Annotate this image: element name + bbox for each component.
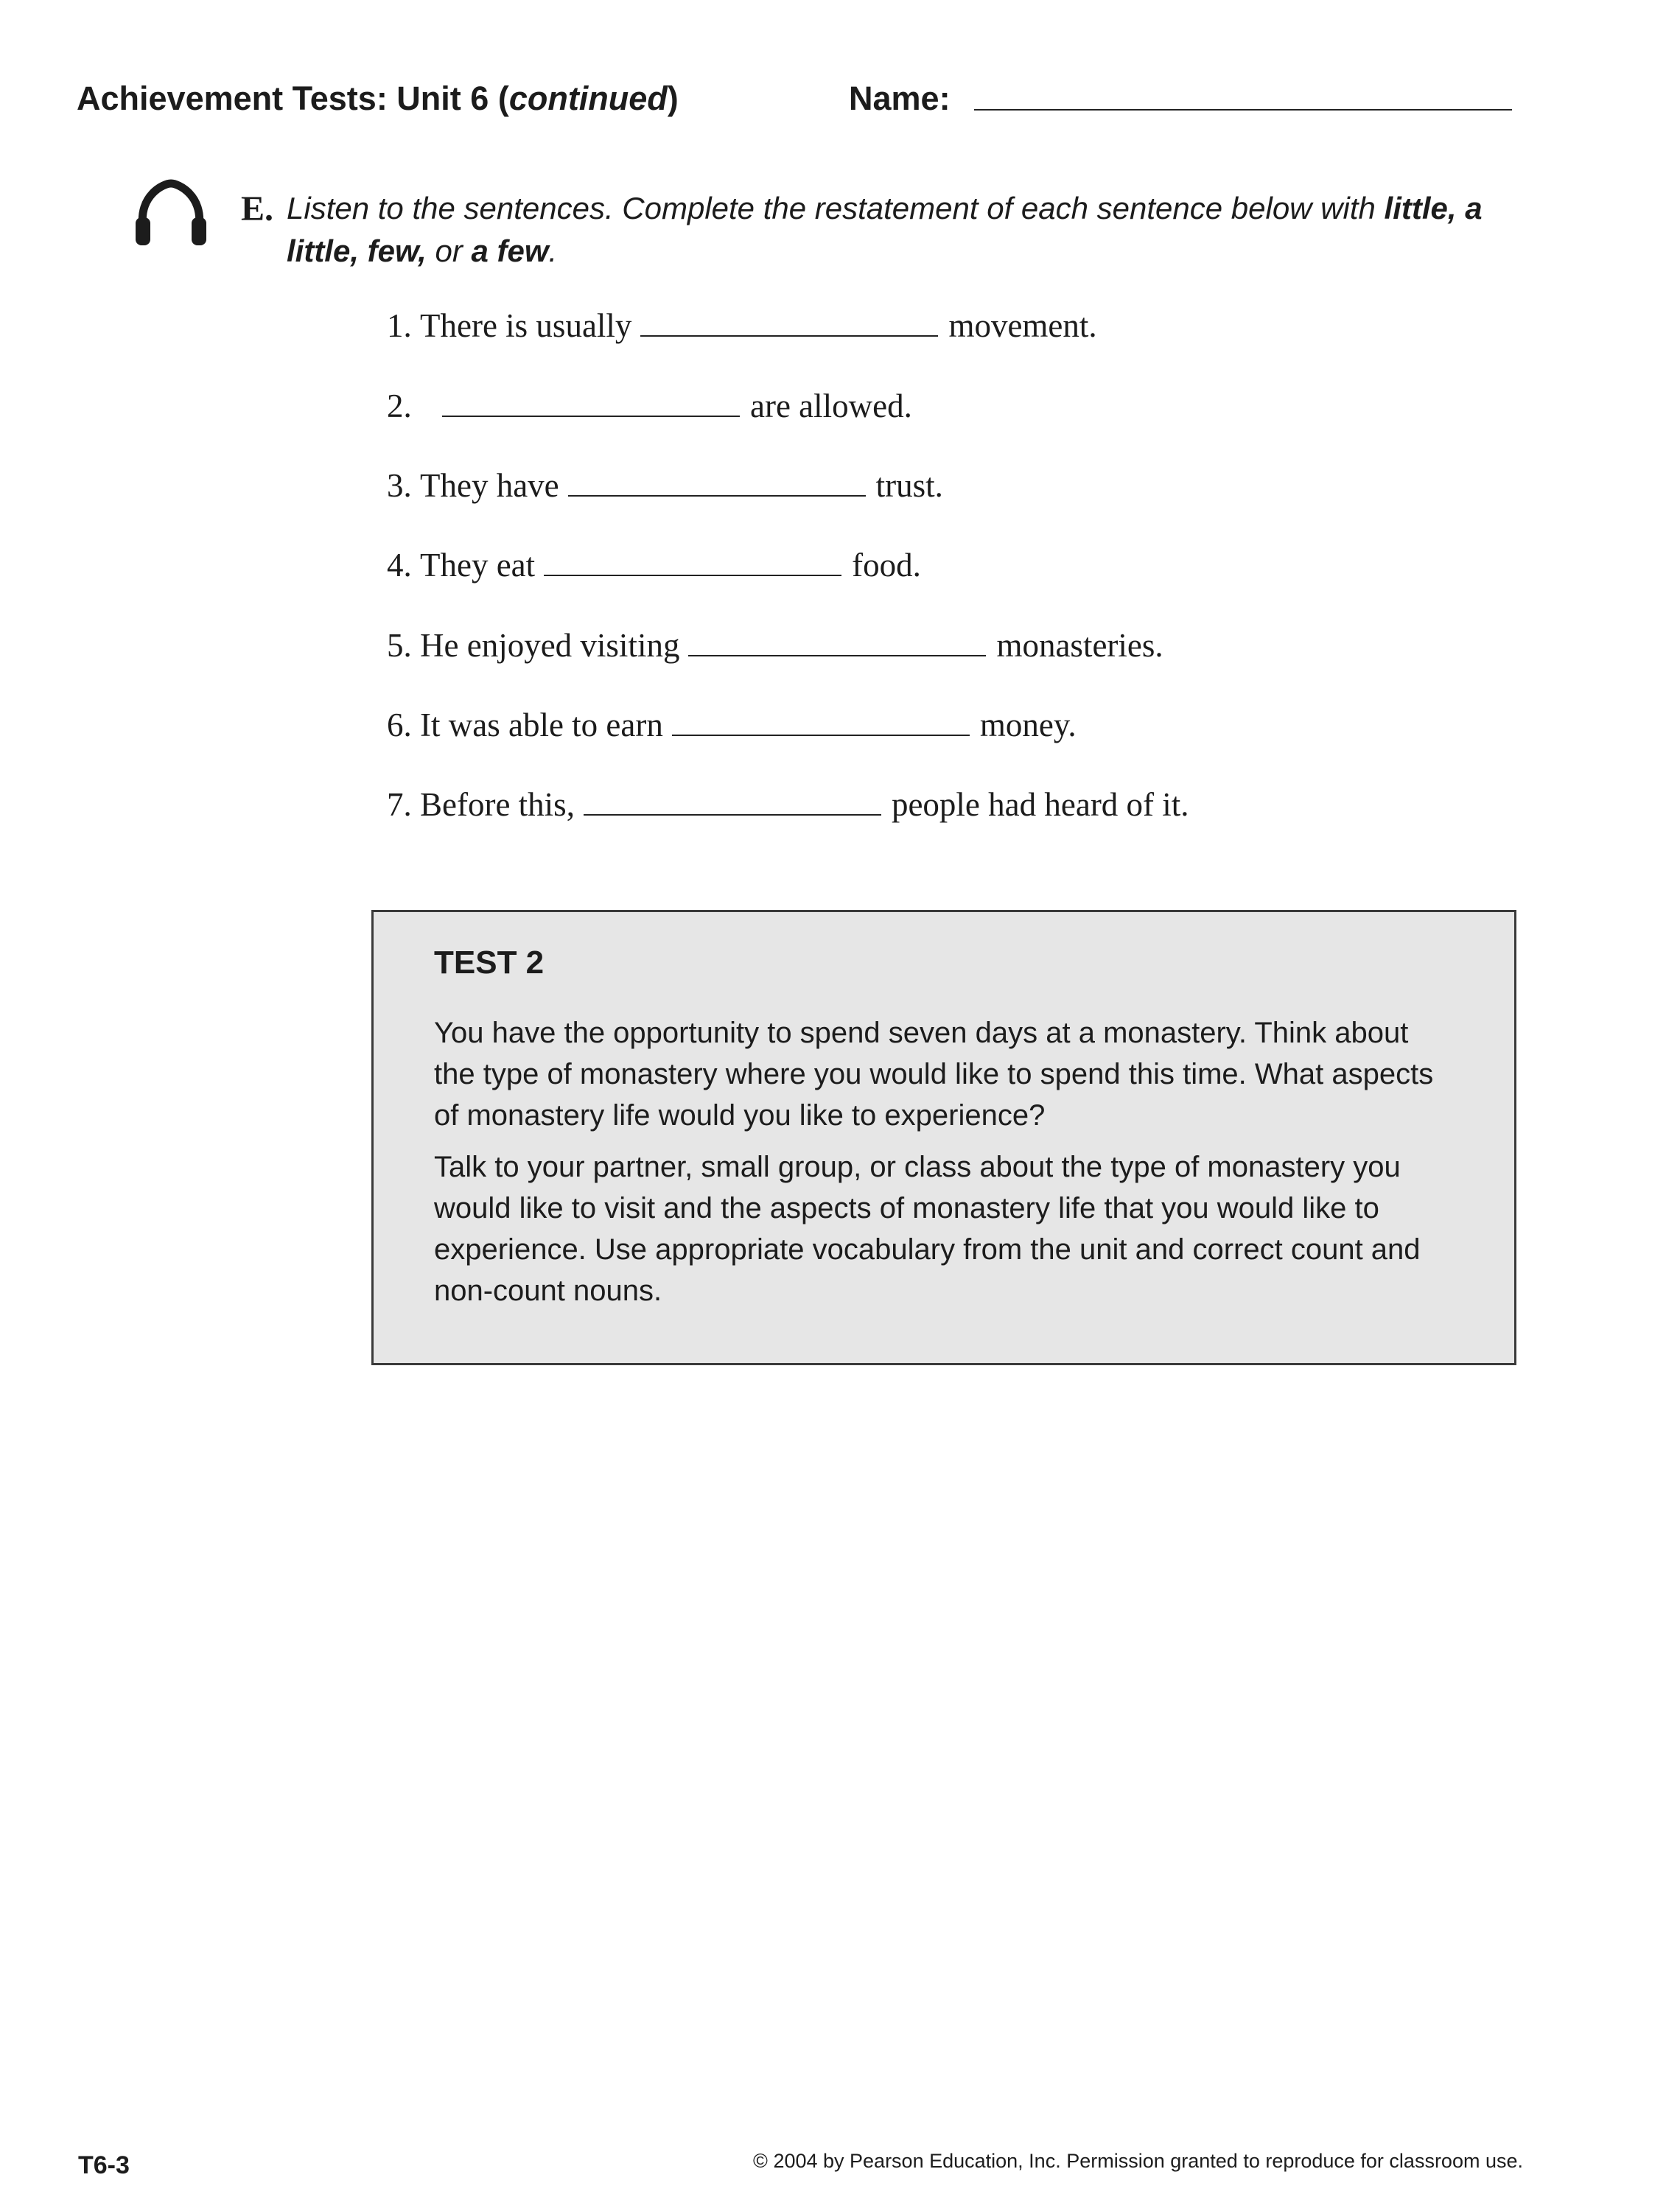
title-italic: continued [508, 80, 668, 117]
test-2-box [371, 910, 1516, 1365]
name-field[interactable] [974, 109, 1512, 111]
exercise-item-2 [387, 387, 912, 425]
item-text-after: money. [979, 707, 1077, 743]
item-text-after: people had heard of it. [891, 786, 1189, 823]
answer-blank[interactable] [688, 654, 986, 656]
exercise-item-3 [387, 466, 943, 505]
answer-blank[interactable] [584, 813, 881, 816]
item-text-before: They have [420, 467, 559, 504]
test-2-paragraph: You have the opportunity to spend seven days at a monastery. Think about the type of monastery where you would like to spend this time. What aspects of monastery life would you like to experience? [434, 1017, 1434, 1132]
section-instructions [287, 187, 1495, 273]
item-number: 4. [387, 547, 412, 584]
headphones-icon [133, 179, 209, 250]
exercise-item-1 [387, 306, 1097, 345]
exercise-item-6 [387, 706, 1077, 744]
item-text-after: monasteries. [996, 627, 1163, 664]
item-text-before: He enjoyed visiting [420, 627, 680, 664]
item-number: 5. [387, 627, 412, 664]
instruction-bold-words: little, a little, few, [287, 191, 1483, 268]
item-text-before: Before this, [420, 786, 575, 823]
instruction-bold-a-few: a few [471, 234, 549, 268]
page-title [77, 80, 679, 118]
item-text-before: It was able to earn [420, 707, 663, 743]
instruction-text: Listen to the sentences. Complete the restatement of each sentence below with [287, 191, 1385, 225]
test-2-title: TEST 2 [434, 945, 545, 981]
title-close: ) [667, 80, 679, 117]
copyright-notice: © 2004 by Pearson Education, Inc. Permission granted to reproduce for classroom use. [753, 2150, 1523, 2172]
answer-blank[interactable] [544, 574, 841, 576]
item-text-after: are allowed. [750, 388, 912, 424]
exercise-item-4 [387, 546, 921, 584]
name-label: Name: [849, 80, 951, 117]
answer-blank[interactable] [568, 494, 866, 497]
item-text-after: movement. [948, 307, 1097, 344]
item-text-before: There is usually [420, 307, 632, 344]
answer-blank[interactable] [442, 415, 740, 417]
answer-blank[interactable] [672, 734, 970, 736]
test-2-paragraph: Talk to your partner, small group, or class about the type of monastery you would like to visit and the aspects of monastery life that you would like to experience. Use appropriate vocabulary from the unit and correct count and non-count nouns. [434, 1151, 1421, 1307]
instruction-period: . [548, 234, 558, 268]
exercise-item-7 [387, 785, 1189, 824]
item-text-after: trust. [875, 467, 943, 504]
item-number: 7. [387, 786, 412, 823]
title-main: Achievement Tests: Unit 6 ( [77, 80, 509, 117]
instruction-or: or [426, 234, 472, 268]
item-text-after: food. [852, 547, 921, 584]
answer-blank[interactable] [640, 334, 938, 337]
section-letter: E. [241, 189, 274, 228]
item-number: 1. [387, 307, 412, 344]
exercise-item-5 [387, 626, 1163, 665]
item-number: 2. [387, 388, 412, 424]
item-text-before: They eat [420, 547, 536, 584]
page-number: T6-3 [78, 2151, 130, 2179]
item-number: 6. [387, 707, 412, 743]
item-number: 3. [387, 467, 412, 504]
